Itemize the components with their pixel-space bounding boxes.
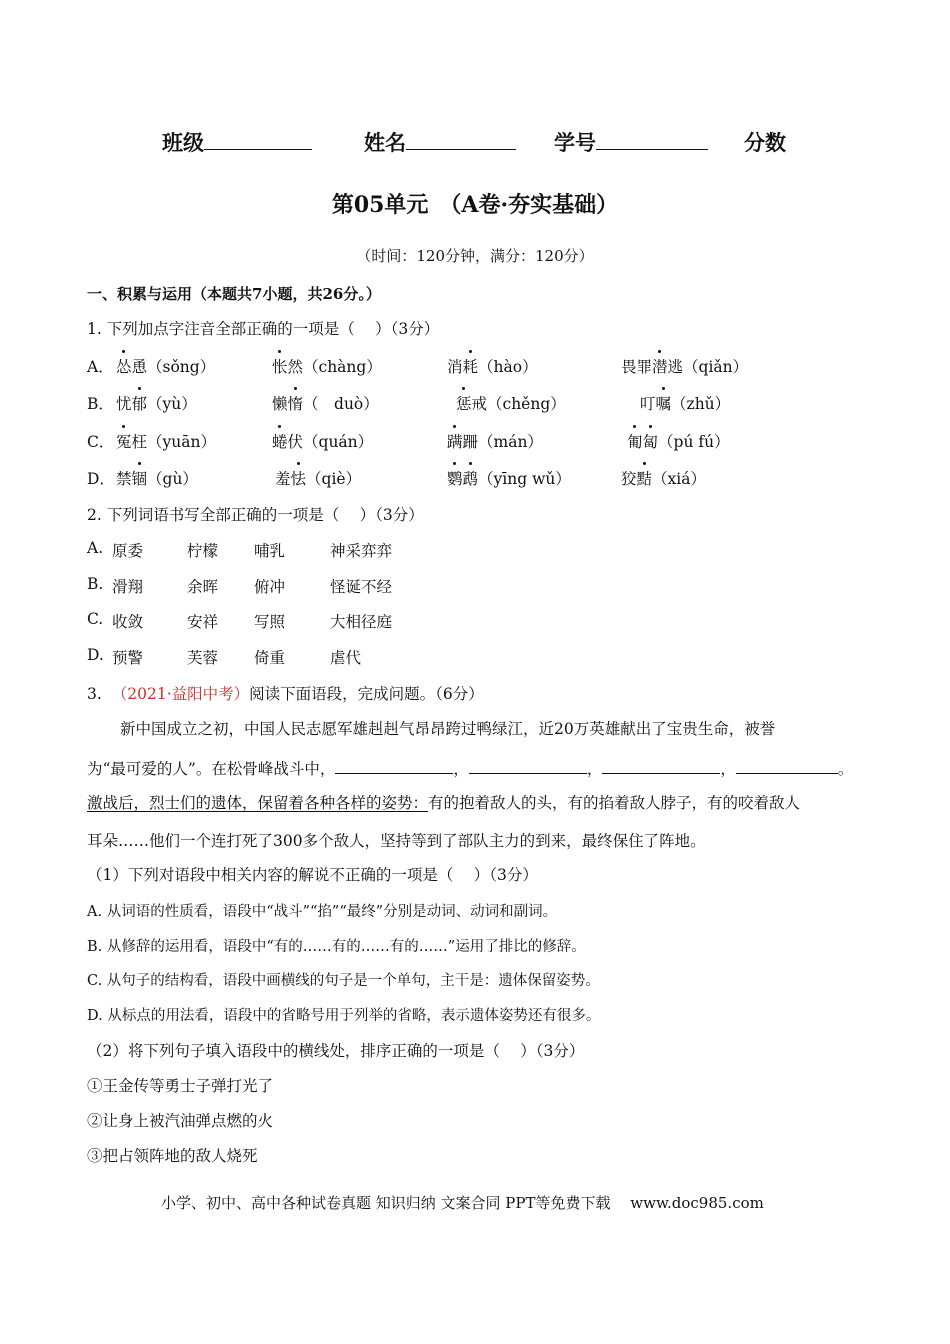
- word-suffix: （xiá）: [652, 470, 706, 488]
- word-suffix: （hào）: [478, 358, 538, 376]
- passage-line-3-rest: 有的抱着敌人的头，有的掐着敌人脖子，有的咬着敌人: [428, 794, 801, 812]
- question-2-option-word: 柠檬: [187, 542, 219, 560]
- question-2-option-word: 哺乳: [254, 542, 286, 560]
- fill-blank-4[interactable]: [736, 759, 838, 774]
- dotted-character: 锢: [132, 470, 148, 488]
- word-suffix: 枉（yuān）: [131, 433, 216, 451]
- dotted-character: 鹦鹉: [447, 470, 478, 488]
- question-2-option-word: 滑翔: [112, 578, 144, 596]
- subquestion-2-item-1: ①王金传等勇士子弹打光了: [87, 1077, 274, 1095]
- name-blank[interactable]: [406, 131, 516, 150]
- question-2-option-word: 余晖: [187, 578, 219, 596]
- question-1-option-d-word-4: [621, 467, 706, 489]
- dotted-character: 黠: [637, 470, 653, 488]
- dotted-character: 惩: [456, 395, 472, 413]
- question-1-option-b-word-3: [456, 392, 566, 414]
- question-2-option-label: C.: [87, 610, 104, 628]
- passage-line-3: [87, 791, 800, 813]
- question-2-option-word: 虐代: [330, 649, 362, 667]
- word-prefix: 懒: [272, 395, 288, 413]
- time-note: （时间：120分钟，满分：120分）: [356, 247, 594, 265]
- question-1-option-a-word-4: [621, 355, 748, 377]
- question-1-option-c-word-3: [447, 430, 543, 452]
- word-suffix: （pú fú）: [658, 433, 730, 451]
- word-suffix: 跚（mán）: [462, 433, 543, 451]
- passage-line-1: 新中国成立之初，中国人民志愿军雄赳赳气昂昂跨过鸭绿江，近20万英雄献出了宝贵生命，被誉: [120, 720, 776, 738]
- question-1-option-d-word-1: [116, 467, 198, 489]
- question-1-option-a-label: A．: [87, 358, 114, 376]
- word-prefix: 畏罪: [621, 358, 653, 376]
- dotted-character: 蜷: [272, 433, 288, 451]
- word-suffix: （qiè）: [306, 470, 362, 488]
- dotted-character: 怂: [116, 358, 132, 376]
- name-label: 姓名: [364, 131, 406, 155]
- question-2-option-word: 安祥: [187, 613, 219, 631]
- word-suffix: 伏（quán）: [287, 433, 374, 451]
- dotted-character: 惰: [288, 395, 304, 413]
- word-suffix: 然（chàng）: [287, 358, 382, 376]
- word-prefix: 忧: [116, 395, 132, 413]
- passage-line-2-text: 为“最可爱的人”。在松骨峰战斗中，: [87, 760, 336, 778]
- name-field: [364, 127, 516, 157]
- underlined-sentence: 激战后，烈士们的遗体，保留着各种各样的姿势：: [87, 794, 429, 812]
- subquestion-1-option-c: C. 从句子的结构看，语段中画横线的句子是一个单句，主干是：遗体保留姿势。: [87, 973, 600, 989]
- question-1-option-b-word-4: [640, 392, 730, 414]
- word-prefix: 禁: [116, 470, 132, 488]
- question-1-option-b-word-2: [272, 392, 379, 414]
- question-1-option-a-word-2: [272, 355, 382, 377]
- question-2-option-word: 预警: [112, 649, 144, 667]
- footer-text: 小学、初中、高中各种试卷真题 知识归纳 文案合同 PPT等免费下载 www.doc985.com: [161, 1194, 764, 1212]
- question-2-stem: 2. 下列词语书写全部正确的一项是（ ）（3分）: [87, 506, 424, 524]
- question-3-source: （2021·益阳中考）: [111, 685, 250, 703]
- fill-blank-1[interactable]: [335, 759, 453, 774]
- passage-line-4: 耳朵……他们一个连打死了300多个敌人，坚持等到了部队主力的到来，最终保住了阵地。: [87, 832, 706, 850]
- dotted-character: 冤: [116, 433, 132, 451]
- subquestion-1-stem: （1）下列对语段中相关内容的解说不正确的一项是（ ）（3分）: [87, 866, 538, 884]
- question-2-option-word: 写照: [254, 613, 286, 631]
- question-1-stem: 1. 下列加点字注音全部正确的一项是（ ）（3分）: [87, 320, 440, 338]
- dotted-character: 蹒: [447, 433, 463, 451]
- word-suffix: （yù）: [147, 395, 197, 413]
- question-1-option-b-word-1: [116, 392, 197, 414]
- dotted-character: 匍匐: [627, 433, 658, 451]
- subquestion-2-stem: （2）将下列句子填入语段中的横线处，排序正确的一项是（ ）（3分）: [87, 1042, 585, 1060]
- passage-line-2: [87, 757, 853, 779]
- blank-separator: ，: [586, 760, 603, 778]
- word-prefix: 消: [447, 358, 463, 376]
- student-id-label: 学号: [554, 131, 596, 155]
- question-2-option-word: 收敛: [112, 613, 144, 631]
- question-3-number: 3.: [87, 685, 102, 703]
- class-label: 班级: [162, 131, 204, 155]
- question-2-option-word: 原委: [112, 542, 144, 560]
- score-label: 分数: [744, 131, 786, 155]
- word-suffix: （gù）: [147, 470, 198, 488]
- word-suffix: 恿（sǒng）: [131, 358, 216, 376]
- class-field: [162, 127, 312, 157]
- subquestion-2-item-3: ③把占领阵地的敌人烧死: [87, 1147, 258, 1165]
- question-2-option-word: 芙蓉: [187, 649, 219, 667]
- question-2-option-word: 神采弈弈: [330, 542, 393, 560]
- word-suffix: 戒（chěng）: [471, 395, 566, 413]
- dotted-character: 嘱: [656, 395, 672, 413]
- question-2-option-word: 俯冲: [254, 578, 286, 596]
- student-id-field: [554, 127, 708, 157]
- question-1-option-d-word-2: [275, 467, 361, 489]
- subquestion-1-option-a: A. 从词语的性质看，语段中“战斗”“掐”“最终”分别是动词、动词和副词。: [87, 904, 558, 920]
- subquestion-2-item-2: ②让身上被汽油弹点燃的火: [87, 1112, 274, 1130]
- question-2-option-word: 倚重: [254, 649, 286, 667]
- passage-end: 。: [837, 760, 854, 778]
- question-2-option-label: B.: [87, 575, 104, 593]
- question-1-option-a-word-1: [116, 355, 215, 377]
- question-2-option-word: 大相径庭: [330, 613, 393, 631]
- question-1-option-a-word-3: [447, 355, 538, 377]
- subquestion-1-option-b: B. 从修辞的运用看，语段中“有的……有的……有的……”运用了排比的修辞。: [87, 939, 586, 955]
- question-2-option-label: D.: [87, 646, 104, 664]
- blank-separator: ，: [453, 760, 469, 778]
- fill-blank-2[interactable]: [469, 759, 587, 774]
- question-1-option-c-word-2: [272, 430, 373, 452]
- dotted-character: 怅: [272, 358, 288, 376]
- word-suffix: （zhǔ）: [671, 395, 731, 413]
- question-1-option-d-label: D．: [87, 470, 115, 488]
- word-suffix: 逃（qiǎn）: [667, 358, 749, 376]
- question-2-option-word: 怪诞不经: [330, 578, 393, 596]
- page-title: 第05单元 （A卷·夯实基础）: [331, 192, 619, 218]
- word-prefix: 狡: [621, 470, 637, 488]
- question-1-option-c-word-1: [116, 430, 216, 452]
- word-suffix: （yīng wǔ）: [478, 470, 571, 488]
- section-heading: 一、积累与运用（本题共7小题，共26分。）: [87, 285, 381, 303]
- fill-blank-3[interactable]: [602, 759, 720, 774]
- dotted-character: 怯: [291, 470, 307, 488]
- subquestion-1-option-d: D. 从标点的用法看，语段中的省略号用于列举的省略，表示遗体姿势还有很多。: [87, 1008, 601, 1024]
- dotted-character: 耗: [463, 358, 479, 376]
- question-1-option-c-word-4: [627, 430, 730, 452]
- question-1-option-b-label: B．: [87, 395, 114, 413]
- question-2-option-label: A.: [87, 539, 104, 557]
- question-1-option-d-word-3: [447, 467, 571, 489]
- word-prefix: 叮: [640, 395, 656, 413]
- question-1-option-c-label: C．: [87, 433, 115, 451]
- question-3-text: 阅读下面语段，完成问题。（6分）: [249, 685, 484, 703]
- student-id-blank[interactable]: [596, 131, 708, 150]
- dotted-character: 潜: [652, 358, 668, 376]
- blank-separator: ，: [720, 760, 736, 778]
- question-3-stem: [87, 682, 484, 704]
- dotted-character: 郁: [132, 395, 148, 413]
- word-prefix: 羞: [275, 470, 291, 488]
- word-suffix: （ duò）: [303, 395, 379, 413]
- class-blank[interactable]: [204, 131, 312, 150]
